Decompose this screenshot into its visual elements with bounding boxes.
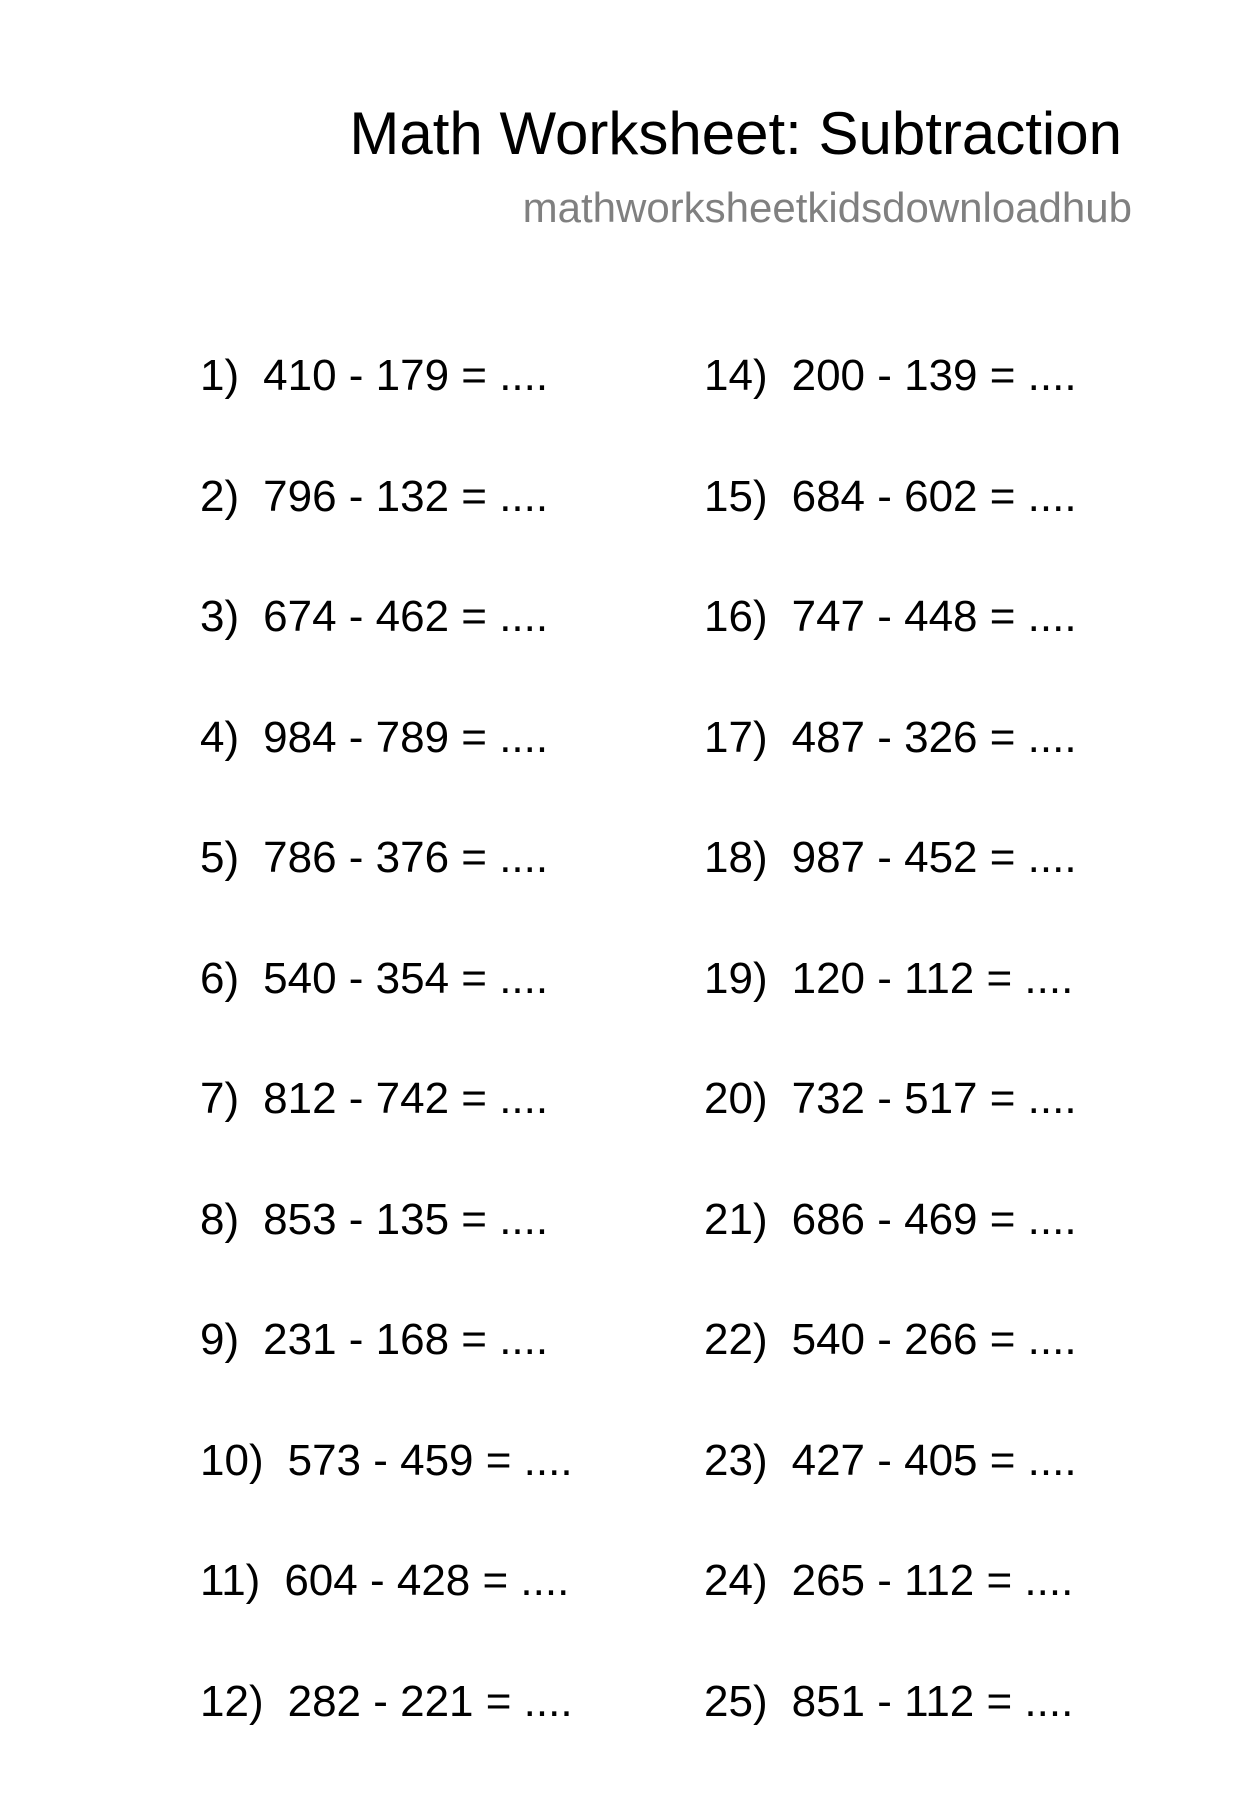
problem-expression: 427 - 405 = .... [792, 1435, 1077, 1487]
problem-number: 17) [704, 712, 768, 764]
problem-number: 23) [704, 1435, 768, 1487]
problem-expression: 812 - 742 = .... [263, 1073, 548, 1125]
problem-item [704, 591, 1077, 712]
problem-number: 11) [200, 1555, 260, 1607]
problem-item [200, 832, 573, 953]
problem-item [704, 471, 1077, 592]
problem-item [200, 350, 573, 471]
site-subtitle: mathworksheetkidsdownloadhub [523, 183, 1132, 233]
problem-number: 1) [200, 350, 239, 402]
problem-item [704, 1314, 1077, 1435]
problem-expression: 796 - 132 = .... [263, 471, 548, 523]
problem-expression: 200 - 139 = .... [792, 350, 1077, 402]
problem-item [704, 953, 1077, 1074]
problem-number: 3) [200, 591, 239, 643]
problem-item [704, 1435, 1077, 1556]
problem-item [200, 1194, 573, 1315]
problem-item [704, 1073, 1077, 1194]
problem-number: 7) [200, 1073, 239, 1125]
problem-item [704, 712, 1077, 833]
problem-number: 12) [200, 1676, 264, 1728]
problem-expression: 487 - 326 = .... [792, 712, 1077, 764]
problem-item [704, 350, 1077, 471]
problem-expression: 410 - 179 = .... [263, 350, 548, 402]
problem-number: 9) [200, 1314, 239, 1366]
problem-expression: 604 - 428 = .... [284, 1555, 569, 1607]
problem-item [200, 1073, 573, 1194]
problem-expression: 984 - 789 = .... [263, 712, 548, 764]
problem-number: 20) [704, 1073, 768, 1125]
problem-number: 5) [200, 832, 239, 884]
problem-item [200, 1676, 573, 1796]
problem-number: 15) [704, 471, 768, 523]
problem-column-right [704, 350, 1077, 1796]
problem-number: 18) [704, 832, 768, 884]
problem-item [200, 471, 573, 592]
problem-number: 24) [704, 1555, 768, 1607]
problem-expression: 265 - 112 = .... [792, 1555, 1074, 1607]
problem-expression: 674 - 462 = .... [263, 591, 548, 643]
problem-item [200, 1435, 573, 1556]
problem-expression: 120 - 112 = .... [792, 953, 1074, 1005]
problem-item [200, 1314, 573, 1435]
problem-number: 6) [200, 953, 239, 1005]
page-title: Math Worksheet: Subtraction [349, 98, 1122, 170]
problem-expression: 540 - 354 = .... [263, 953, 548, 1005]
problem-item [704, 1555, 1077, 1676]
problem-item [704, 832, 1077, 953]
problem-item [200, 953, 573, 1074]
problem-expression: 540 - 266 = .... [792, 1314, 1077, 1366]
problem-expression: 573 - 459 = .... [288, 1435, 573, 1487]
problem-expression: 732 - 517 = .... [792, 1073, 1077, 1125]
problem-number: 8) [200, 1194, 239, 1246]
problem-number: 14) [704, 350, 768, 402]
problem-expression: 851 - 112 = .... [792, 1676, 1074, 1728]
problem-expression: 686 - 469 = .... [792, 1194, 1077, 1246]
problem-expression: 747 - 448 = .... [792, 591, 1077, 643]
problem-number: 16) [704, 591, 768, 643]
problem-number: 2) [200, 471, 239, 523]
problem-number: 4) [200, 712, 239, 764]
problem-expression: 684 - 602 = .... [792, 471, 1077, 523]
problem-item [200, 591, 573, 712]
problem-expression: 786 - 376 = .... [263, 832, 548, 884]
problem-column-left [200, 350, 573, 1796]
problem-item [200, 1555, 573, 1676]
problem-number: 22) [704, 1314, 768, 1366]
problem-item [704, 1194, 1077, 1315]
problem-item [704, 1676, 1077, 1796]
problem-item [200, 712, 573, 833]
problem-expression: 987 - 452 = .... [792, 832, 1077, 884]
problem-number: 10) [200, 1435, 264, 1487]
problem-expression: 231 - 168 = .... [263, 1314, 548, 1366]
problem-expression: 853 - 135 = .... [263, 1194, 548, 1246]
problem-number: 21) [704, 1194, 768, 1246]
problem-number: 25) [704, 1676, 768, 1728]
problem-number: 19) [704, 953, 768, 1005]
problem-expression: 282 - 221 = .... [288, 1676, 573, 1728]
